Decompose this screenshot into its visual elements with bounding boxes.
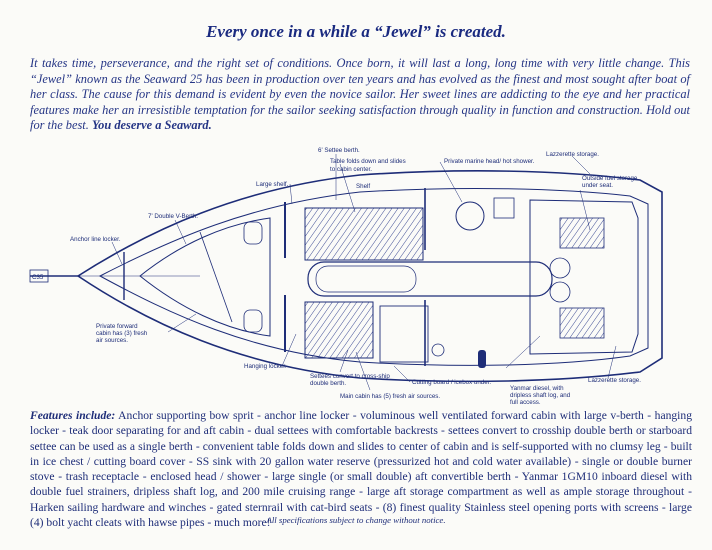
features-paragraph — [30, 408, 692, 530]
table-top — [316, 266, 416, 292]
label-yanmar-3: full access. — [510, 399, 541, 406]
companionway-top — [550, 258, 570, 278]
aft-storage-top — [560, 218, 604, 248]
bow-mark: C35 — [32, 274, 44, 281]
label-settee-berth: 6' Settee berth. — [318, 147, 360, 154]
disclaimer: All specifications subject to change without notice. — [266, 515, 446, 525]
v-berth-pillow-bottom — [244, 310, 262, 332]
label-main-cabin: Main cabin has (5) fresh air sources. — [340, 393, 441, 400]
label-settees-1: Settees convert to cross-ship — [310, 373, 390, 380]
label-forward-1: Private forward — [96, 323, 138, 330]
label-anchor-locker: Anchor line locker. — [70, 236, 121, 243]
label-fuel-2: under seat. — [582, 182, 613, 189]
v-berth-pillow-top — [244, 222, 262, 244]
page-title: Every once in a while a “Jewel” is created. — [206, 22, 506, 41]
settee-berth-bottom — [305, 302, 373, 358]
label-marine-head: Private marine head/ hot shower. — [444, 158, 535, 165]
head-sink — [494, 198, 514, 218]
label-lazzerette-top: Lazzerette storage. — [546, 151, 599, 158]
features-text: Anchor supporting bow sprit - anchor line locker - voluminous well ventilated forward cabin with large v-berth - hanging locker - teak door separating for and aft cabin - dual settees with comfortable backrests - settees convert to crosship double berth or starboard settee can be used as a single berth - convenient table folds down and slides to center of cabin and is self-supported with no clumsy leg - built in ice chest / cutting board cover - SS sink with 20 gallon water reserve (pressurized hot and cold water available) - single or double burner stove - trash receptacle - enclosed head / shower - large single (or small double) aft convertible berth - Yanmar 1GM10 inboard diesel with double fuel strainers, dripless shaft log, and 200 mile cruising range - large aft storage compartment as well as ample storage throughout - Harken sailing hardware and winches - gated sternrail with cat-bird seats - (8) finest quality Stainless steel opening ports with screens - large (4) bolt yacht cleats with hawse pipes - much more! — [30, 409, 693, 530]
label-yanmar-2: dripless shaft log, and — [510, 392, 571, 399]
v-berth — [140, 218, 270, 336]
features-heading: Features include: — [30, 409, 116, 422]
companionway-bottom — [550, 282, 570, 302]
label-settees-2: double berth. — [310, 380, 347, 387]
settee-berth-top — [305, 208, 423, 260]
label-forward-3: air sources. — [96, 337, 128, 344]
fold-down-table — [308, 262, 552, 296]
label-fuel-1: Outside fuel storage — [582, 175, 638, 182]
label-yanmar-1: Yanmar diesel, with — [510, 385, 564, 392]
label-cutting-board: Cutting board / icebox under. — [412, 379, 492, 386]
intro-paragraph — [30, 56, 690, 134]
label-hanging-locker: Hanging locker. — [244, 363, 287, 370]
label-table-folds-1: Table folds down and slides — [330, 158, 406, 165]
galley-sink — [478, 350, 486, 368]
label-v-berth: 7' Double V-Berth. — [148, 213, 199, 220]
label-table-folds-2: to cabin center. — [330, 166, 372, 173]
label-shelf: Shelf — [356, 183, 371, 190]
label-large-shelf: Large shelf. — [256, 181, 289, 188]
label-lazzerette-bottom: Lazzerette storage. — [588, 377, 641, 384]
aft-storage-bottom — [560, 308, 604, 338]
deck-plan-diagram — [0, 140, 712, 410]
v-berth-split — [200, 232, 232, 322]
label-forward-2: cabin has (3) fresh — [96, 330, 148, 337]
stove-burner — [432, 344, 444, 356]
intro-text: It takes time, perseverance, and the right set of conditions. Once born, it will last a long, long time with very little change. This “Jewel” known as the Seaward 25 has been in production over ten years and has evolved as the finest and most sought after boat of her class. The cause for this demand is evident by even the novice sailor. Her sweet lines are addicting to the eye and her practical features make her an irresistible temptation for the sailor seeking satisfaction through quality in function and construction. Hold out for the best. — [30, 56, 690, 133]
intro-tagline: You deserve a Seaward. — [91, 118, 212, 133]
head-toilet — [456, 202, 484, 230]
galley-counter — [380, 306, 428, 362]
